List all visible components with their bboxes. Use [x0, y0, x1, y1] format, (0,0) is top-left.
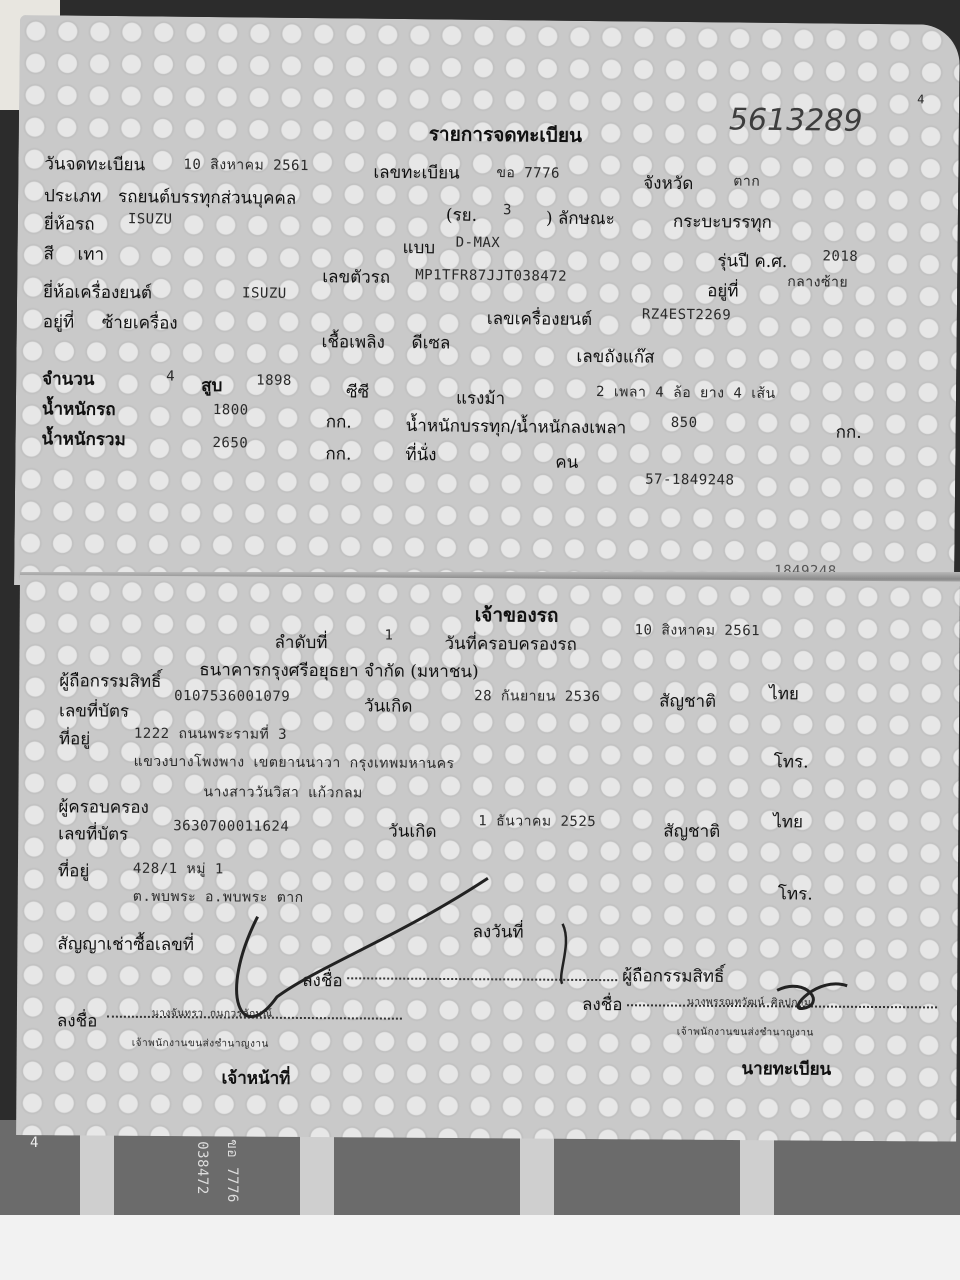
address-label: ที่อยู่: [58, 729, 91, 750]
seat-label: ที่นั่ง: [405, 445, 437, 466]
holder-name: ธนาคารกรุงศรีอยุธยา จำกัด (มหาชน): [199, 660, 479, 683]
official-sign-label: ลงชื่อ: [56, 1011, 98, 1032]
holder-birth: 28 กันยายน 2536: [474, 688, 601, 706]
vehicle-type: รถยนต์บรรทุกส่วนบุคคล: [117, 187, 297, 209]
weight: 1800: [212, 402, 249, 419]
back-frag-plate: ขอ 7776: [223, 1139, 240, 1203]
page-title: รายการจดทะเบียน: [428, 123, 583, 147]
possess-date-label: วันที่ครอบครองรถ: [444, 633, 577, 655]
chassis-location: กลางซ้าย: [787, 274, 849, 291]
year-label: รุ่นปี ค.ศ.: [717, 251, 788, 273]
engine-no-label: เลขเครื่องยนต์: [486, 308, 593, 331]
sign-name-label: ลงชื่อ: [302, 970, 343, 992]
weight-label: น้ำหนักรถ: [41, 399, 116, 421]
owner-sheet: [16, 575, 960, 1142]
model-label: แบบ: [402, 238, 436, 259]
official-signature: [236, 877, 487, 1019]
brand: ISUZU: [127, 211, 173, 228]
nationality-label: สัญชาติ: [659, 691, 717, 712]
engine-location: ซ้ายเครื่อง: [101, 312, 178, 334]
possessor-name: นางสาววันวิสา แก้วกลม: [203, 784, 363, 802]
handwritten-number: 5613289: [728, 102, 863, 139]
load-label: น้ำหนักบรรทุก/น้ำหนักลงเพลา: [405, 416, 627, 439]
reg-date-label: วันจดทะเบียน: [44, 154, 146, 176]
possessor-nationality: ไทย: [773, 812, 804, 833]
possessor-address-1: 428/1 หมู่ 1: [132, 860, 224, 878]
possessor-birth: 1 ธันวาคม 2525: [478, 813, 597, 831]
possessor-card: 3630700011624: [173, 818, 290, 835]
phone-label: โทร.: [777, 884, 813, 905]
model: D-MAX: [455, 234, 501, 252]
cylinders: 4: [166, 368, 176, 385]
possessor-label: ผู้ครอบครอง: [58, 797, 149, 818]
birth-label: วันเกิด: [388, 821, 437, 842]
total-weight: 2650: [212, 435, 249, 452]
engine-number: RZ4EST2269: [641, 306, 732, 324]
gas-tank-label: เลขถังแก๊ส: [576, 346, 655, 368]
kg-unit: กก.: [325, 412, 352, 433]
axles: 2 เพลา 4 ล้อ ยาง 4 เส้น: [595, 384, 776, 402]
back-page-number: 4: [30, 1135, 39, 1151]
sign-date-label: ลงวันที่: [472, 922, 524, 943]
province: ตาก: [733, 173, 761, 190]
style-label: ) ลักษณะ: [545, 208, 615, 230]
possess-date: 10 สิงหาคม 2561: [634, 622, 761, 640]
year: 2018: [822, 248, 859, 265]
cc: 1898: [256, 372, 292, 389]
engine-brand: ISUZU: [242, 285, 287, 302]
chassis-loc-label: อยู่ที่: [707, 281, 739, 302]
chassis-label: เลขตัวรถ: [322, 267, 391, 288]
holder-label: ผู้ถือกรรมสิทธิ์: [59, 671, 162, 692]
back-frag-chassis: 038472: [193, 1141, 210, 1195]
rs-label: (รย.: [445, 205, 478, 226]
order-number: 1: [384, 627, 394, 644]
type-label: ประเภท: [43, 186, 102, 207]
official-name: นางจันทรา กนกวรลักษณ์: [151, 1007, 273, 1020]
color-label: สี: [43, 244, 54, 265]
cylinder-label: สูบ: [201, 375, 223, 397]
official-label: เจ้าหน้าที่: [221, 1068, 291, 1089]
phone-label: โทร.: [773, 752, 809, 773]
nationality-label: สัญชาติ: [663, 821, 721, 842]
count-label: จำนวน: [42, 369, 95, 390]
official-position: เจ้าพนักงานขนส่งชำนาญงาน: [131, 1037, 269, 1050]
fuel: ดีเซล: [411, 333, 451, 354]
card-label: เลขที่บัตร: [58, 701, 130, 722]
page-number: 4: [917, 92, 925, 107]
brand-label: ยี่ห้อรถ: [43, 214, 95, 235]
registrar-signature: [777, 983, 847, 1008]
table-surface: [0, 1215, 960, 1280]
kg-unit: กก.: [835, 422, 862, 443]
load-weight: 850: [670, 414, 698, 432]
rs-value: 3: [502, 202, 513, 219]
registration-sheet: [14, 15, 960, 595]
kg-unit: กก.: [325, 444, 352, 465]
engine-brand-label: ยี่ห้อเครื่องยนต์: [42, 282, 153, 304]
lease-label: สัญญาเช่าซื้อเลขที่: [57, 934, 195, 956]
engine-loc-label: อยู่ที่: [42, 312, 75, 333]
reg-date: 10 สิงหาคม 2561: [183, 156, 310, 175]
holder-address-2: แขวงบางโพงพาง เขตยานนาวา กรุงเทพมหานคร: [133, 753, 455, 773]
holder-nationality: ไทย: [769, 684, 799, 705]
holder-card: 0107536001079: [174, 688, 291, 705]
registrar-label: นายทะเบียน: [741, 1059, 832, 1080]
registrar-name: นางพรรณทวัฒน์ ศิลปุกาม: [686, 996, 812, 1009]
owner-title: เจ้าของรถ: [474, 604, 559, 627]
plate-label: เลขทะเบียน: [373, 162, 460, 184]
seat-unit: คน: [555, 452, 579, 473]
province-label: จังหวัด: [643, 173, 694, 195]
plate: ขอ 7776: [496, 164, 561, 182]
possessor-address-2: ต.พบพระ อ.พบพระ ตาก: [132, 888, 304, 906]
fuel-label: เชื้อเพลิง: [321, 332, 385, 353]
order-label: ลำดับที่: [274, 632, 328, 654]
serial-number: 57-1849248: [645, 471, 735, 489]
address-label: ที่อยู่: [57, 861, 90, 882]
cc-label: ซีซี: [345, 382, 370, 403]
holder-sign-label: ผู้ถือกรรมสิทธิ์: [622, 966, 725, 987]
registrar-sign-label: ลงชื่อ: [581, 994, 623, 1016]
birth-label: วันเกิด: [364, 696, 413, 717]
vehicle-style: กระบะบรรทุก: [672, 211, 773, 233]
hp-label: แรงม้า: [455, 388, 506, 410]
chassis-number: MP1TFR87JJT038472: [415, 267, 568, 285]
color: เทา: [77, 244, 105, 265]
card-label: เลขที่บัตร: [58, 824, 129, 845]
signature-marks: [16, 575, 960, 1142]
holder-address-1: 1222 ถนนพระรามที่ 3: [133, 725, 288, 743]
total-weight-label: น้ำหนักรวม: [41, 429, 126, 451]
registrar-position: เจ้าพนักงานขนส่งชำนาญงาน: [676, 1026, 814, 1039]
holder-signature: [561, 924, 566, 984]
